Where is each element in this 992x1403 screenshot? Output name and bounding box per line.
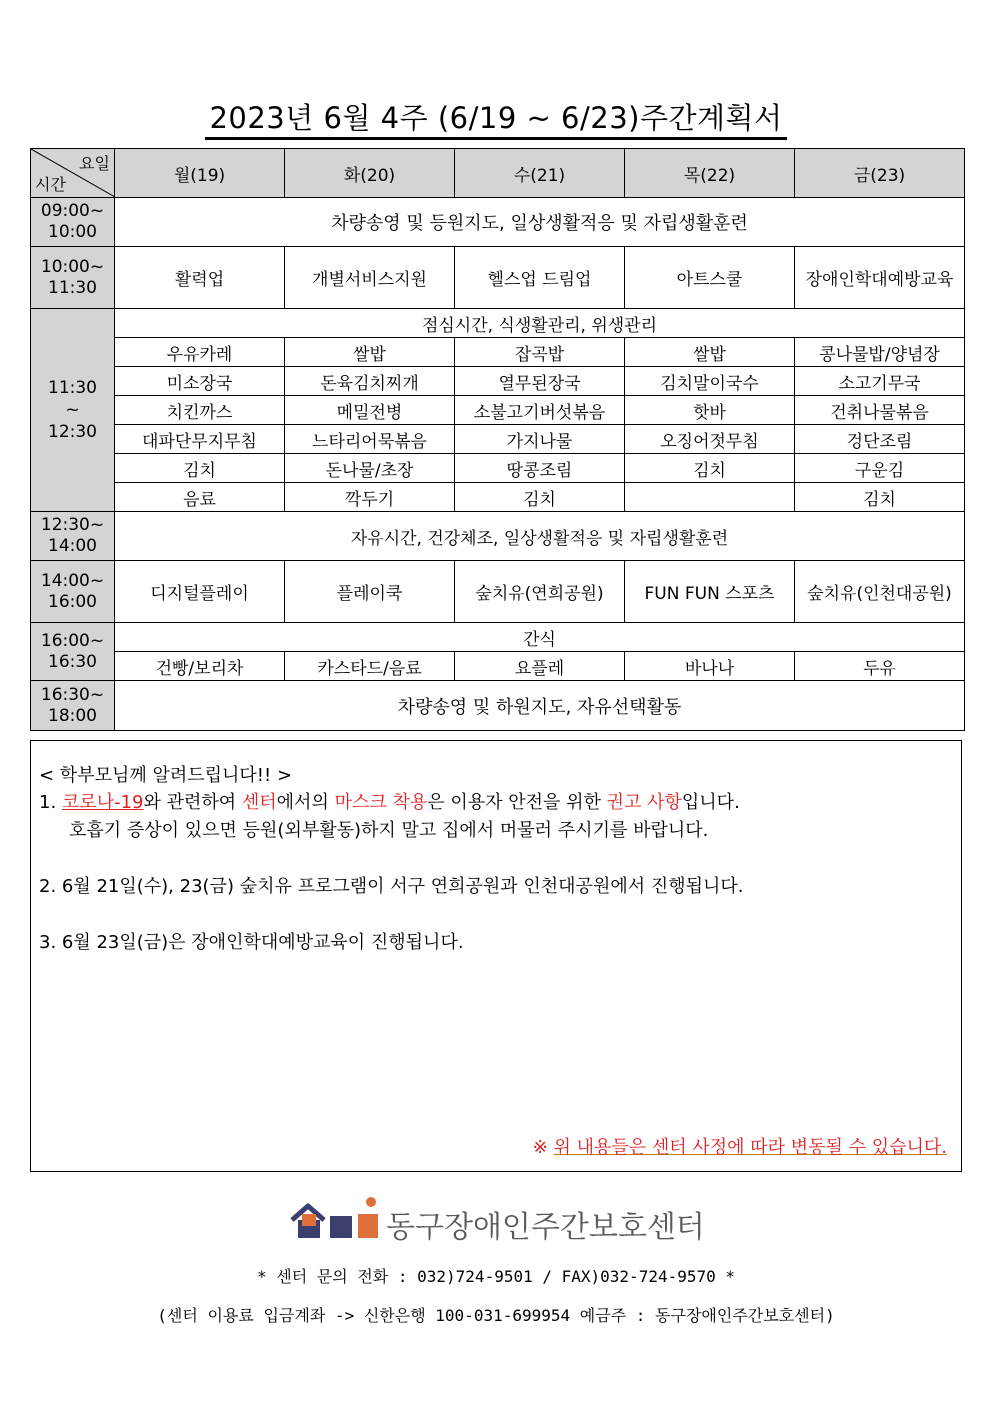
- day-header-mon: 월(19): [115, 149, 285, 198]
- corner-day-label: 요일: [79, 154, 110, 173]
- menu-cell: 가지나물: [455, 425, 625, 454]
- menu-row: [31, 425, 965, 454]
- activity-cell: 숲치유(연희공원): [455, 561, 625, 623]
- snack-cell: 요플레: [455, 652, 625, 681]
- notice-item-2: 2. 6월 21일(수), 23(금) 숲치유 프로그램이 서구 연희공원과 인천대공원에서 진행됩니다.: [39, 876, 744, 897]
- snack-cell: 두유: [795, 652, 965, 681]
- snack-cell: 건빵/보리차: [115, 652, 285, 681]
- time-cell: 16:00~ 16:30: [31, 623, 115, 681]
- account-line: (센터 이용료 입금계좌 -> 신한은행 100-031-699954 예금주 : 동구장애인주간보호센터): [157, 1306, 835, 1325]
- menu-cell: 핫바: [625, 396, 795, 425]
- lunch-header-row: [31, 309, 965, 338]
- menu-row: [31, 338, 965, 367]
- menu-cell: 치킨까스: [115, 396, 285, 425]
- schedule-table: [30, 148, 965, 731]
- activity-cell: 숲치유(인천대공원): [795, 561, 965, 623]
- time-cell: 09:00~ 10:00: [31, 198, 115, 247]
- corner-cell: [31, 149, 115, 198]
- menu-cell: 오징어젓무침: [625, 425, 795, 454]
- menu-cell: [625, 483, 795, 512]
- menu-cell: 김치말이국수: [625, 367, 795, 396]
- notice-item-3: 3. 6월 23일(금)은 장애인학대예방교육이 진행됩니다.: [39, 932, 464, 953]
- row-1630: [31, 681, 965, 731]
- advice-text: 권고 사항: [606, 792, 682, 813]
- menu-row: [31, 367, 965, 396]
- corona-text: 코로나-19: [61, 792, 144, 813]
- footnote-mark: ※: [532, 1137, 548, 1158]
- time-cell: 16:30~ 18:00: [31, 681, 115, 731]
- menu-cell: 돈나물/초장: [285, 454, 455, 483]
- mask-text: 마스크 착용: [334, 792, 428, 813]
- corner-time-label: 시간: [35, 175, 66, 194]
- row-1230: [31, 512, 965, 561]
- menu-cell: 구운김: [795, 454, 965, 483]
- menu-cell: 우유카레: [115, 338, 285, 367]
- contact-line: * 센터 문의 전화 : 032)724-9501 / FAX)032-724-9570 *: [256, 1267, 736, 1286]
- menu-cell: 소불고기버섯볶음: [455, 396, 625, 425]
- snack-header: 간식: [115, 623, 965, 652]
- house-logo-icon: [288, 1196, 380, 1242]
- footnote-text: 위 내용들은 센터 사정에 따라 변동될 수 있습니다.: [553, 1137, 947, 1158]
- activity-merged: 차량송영 및 하원지도, 자유선택활동: [115, 681, 965, 731]
- header-row: [31, 149, 965, 198]
- menu-cell: 쌀밥: [625, 338, 795, 367]
- activity-cell: 플레이쿡: [285, 561, 455, 623]
- notice-box: [30, 740, 962, 1172]
- activity-cell: 헬스업 드림업: [455, 247, 625, 309]
- menu-cell: 김치: [115, 454, 285, 483]
- row-1000: [31, 247, 965, 309]
- time-cell: 10:00~ 11:30: [31, 247, 115, 309]
- menu-cell: 김치: [455, 483, 625, 512]
- day-header-wed: 수(21): [455, 149, 625, 198]
- menu-cell: 대파단무지무침: [115, 425, 285, 454]
- menu-cell: 느타리어묵볶음: [285, 425, 455, 454]
- day-header-fri: 금(23): [795, 149, 965, 198]
- day-header-thu: 목(22): [625, 149, 795, 198]
- menu-cell: 김치: [795, 483, 965, 512]
- center-text: 센터: [241, 792, 277, 813]
- menu-cell: 미소장국: [115, 367, 285, 396]
- notice-item-1: 1. 코로나-19와 관련하여 센터에서의 마스크 착용은 이용자 안전을 위한 권고 사항입니다.: [39, 792, 740, 813]
- menu-cell: 열무된장국: [455, 367, 625, 396]
- lunch-header: 점심시간, 식생활관리, 위생관리: [115, 309, 965, 338]
- org-logo: [288, 1196, 708, 1248]
- activity-cell: 활력업: [115, 247, 285, 309]
- menu-cell: 소고기무국: [795, 367, 965, 396]
- activity-merged: 차량송영 및 등원지도, 일상생활적응 및 자립생활훈련: [115, 198, 965, 247]
- snack-cell: 카스타드/음료: [285, 652, 455, 681]
- activity-cell: 아트스쿨: [625, 247, 795, 309]
- menu-row: [31, 396, 965, 425]
- menu-row: [31, 454, 965, 483]
- time-cell: 12:30~ 14:00: [31, 512, 115, 561]
- menu-cell: 김치: [625, 454, 795, 483]
- activity-cell: 장애인학대예방교육: [795, 247, 965, 309]
- notice-heading: < 학부모님께 알려드립니다!! >: [39, 765, 293, 786]
- activity-cell: 개별서비스지원: [285, 247, 455, 309]
- menu-row: [31, 483, 965, 512]
- org-name: 동구장애인주간보호센터: [386, 1210, 705, 1245]
- day-header-tue: 화(20): [285, 149, 455, 198]
- menu-cell: 쌀밥: [285, 338, 455, 367]
- row-1400: [31, 561, 965, 623]
- menu-cell: 겅단조림: [795, 425, 965, 454]
- menu-cell: 땅콩조림: [455, 454, 625, 483]
- menu-cell: 돈육김치찌개: [285, 367, 455, 396]
- menu-cell: 메밀전병: [285, 396, 455, 425]
- menu-cell: 음료: [115, 483, 285, 512]
- activity-merged: 자유시간, 건강체조, 일상생활적응 및 자립생활훈련: [115, 512, 965, 561]
- time-cell: 14:00~ 16:00: [31, 561, 115, 623]
- time-cell-lunch: 11:30 ~ 12:30: [31, 309, 115, 512]
- menu-cell: 콩나물밥/양념장: [795, 338, 965, 367]
- activity-cell: FUN FUN 스포츠: [625, 561, 795, 623]
- row-0900: [31, 198, 965, 247]
- menu-cell: 잡곡밥: [455, 338, 625, 367]
- snack-cell: 바나나: [625, 652, 795, 681]
- page-title: 2023년 6월 4주 (6/19 ~ 6/23)주간계획서: [0, 96, 992, 137]
- menu-cell: 건취나물볶음: [795, 396, 965, 425]
- menu-cell: 깍두기: [285, 483, 455, 512]
- snack-header-row: [31, 623, 965, 652]
- footnote: [533, 1133, 947, 1159]
- snack-row: [31, 652, 965, 681]
- notice-item-1-line2: 호흡기 증상이 있으면 등원(외부활동)하지 말고 집에서 머물러 주시기를 바랍니다.: [69, 820, 709, 841]
- activity-cell: 디지털플레이: [115, 561, 285, 623]
